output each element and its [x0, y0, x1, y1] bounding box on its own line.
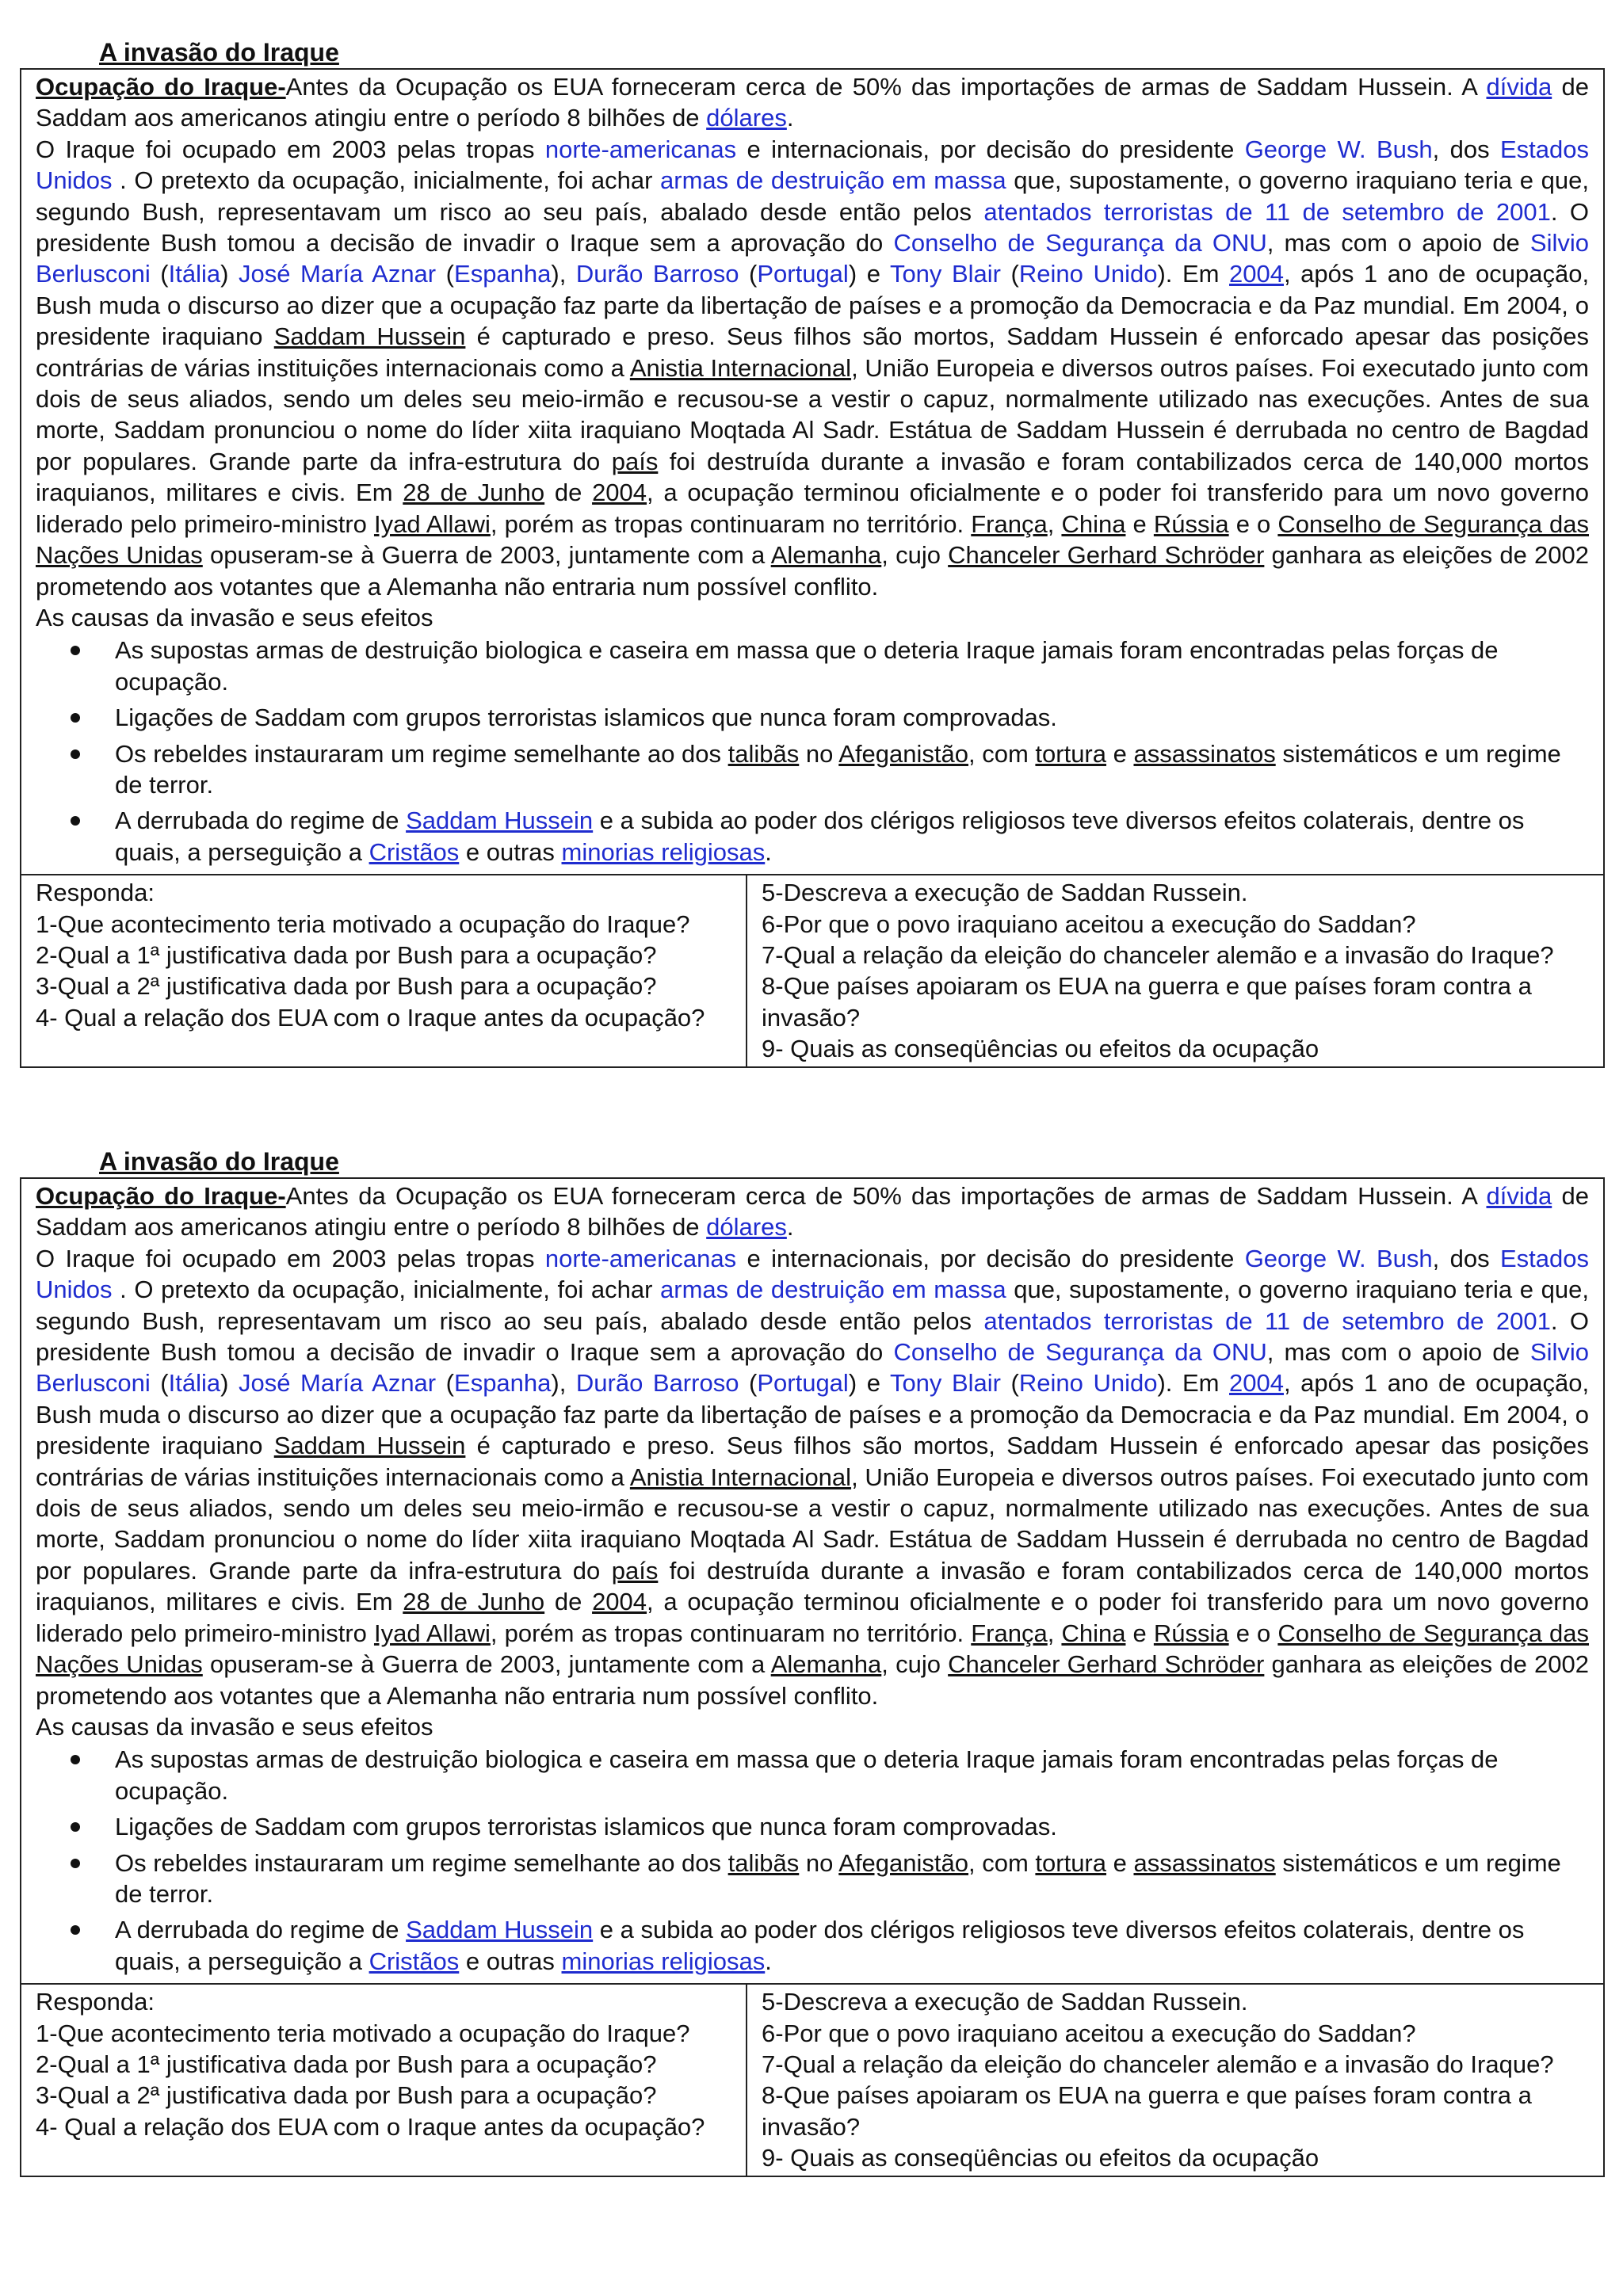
intro-heading: Ocupação do Iraque- [36, 1182, 286, 1210]
link-durao-barroso[interactable]: Durão Barroso [575, 1369, 739, 1398]
link-aznar[interactable]: José María Aznar [239, 1369, 437, 1398]
link-norte-americanas[interactable]: norte-americanas [544, 135, 737, 163]
link-portugal[interactable]: Portugal [757, 260, 849, 288]
saddam-hussein-underlined: Saddam Hussein [273, 1432, 466, 1460]
link-atentados-11-setembro[interactable]: atentados terroristas de 11 de setembro de 2001 [983, 197, 1551, 226]
intro-paragraph: Ocupação do Iraque-Antes da Ocupação os EUA forneceram cerca de 50% das importações de armas de Saddam Hussein. A dívida de Saddam aos americanos atingiu entre o período 8 bilhões de dólares. [36, 1182, 1589, 1241]
chanceler-schroder: Chanceler Gerhard Schröder [948, 541, 1265, 570]
tortura: tortura [1035, 739, 1107, 768]
question-item: 1-Que acontecimento teria motivado a ocupação do Iraque? [36, 2019, 690, 2047]
link-george-bush[interactable]: George W. Bush [1244, 1244, 1433, 1272]
link-armas-destruicao[interactable]: armas de destruição em massa [660, 1276, 1006, 1304]
link-divida[interactable]: dívida [1486, 1182, 1552, 1210]
question-item: 8-Que países apoiaram os EUA na guerra e que países foram contra a invasão? [762, 972, 1532, 1032]
link-aznar[interactable]: José María Aznar [239, 260, 437, 288]
question-item: 3-Qual a 2ª justificativa dada por Bush para a ocupação? [36, 972, 657, 1001]
reading-box [20, 1177, 1605, 1985]
intro-heading: Ocupação do Iraque- [36, 73, 286, 101]
worksheet-2 [20, 1146, 1605, 2177]
link-conselho-onu[interactable]: Conselho de Segurança da ONU [893, 1338, 1267, 1367]
reading-box [20, 68, 1605, 875]
iyad-allawi: Iyad Allawi [373, 1619, 491, 1647]
causes-heading: As causas da invasão e seus efeitos [36, 1712, 433, 1741]
link-cristaos[interactable]: Cristãos [369, 1947, 460, 1975]
saddam-hussein-underlined: Saddam Hussein [273, 322, 466, 351]
link-tony-blair[interactable]: Tony Blair [889, 1369, 1001, 1398]
iyad-allawi: Iyad Allawi [373, 509, 491, 538]
list-item: As supostas armas de destruição biologica e caseira em massa que o deteria Iraque jamais foram encontradas pelas forças de ocupação. [115, 635, 1589, 697]
causes-heading: As causas da invasão e seus efeitos [36, 603, 433, 631]
anistia-internacional: Anistia Internacional [629, 1463, 852, 1491]
link-italia[interactable]: Itália [168, 260, 221, 288]
anistia-internacional: Anistia Internacional [629, 353, 852, 382]
question-item: Responda: [36, 1988, 155, 2016]
question-item: 6-Por que o povo iraquiano aceitou a execução do Saddan? [762, 2019, 1416, 2047]
date-28-junho: 28 de Junho [403, 479, 545, 507]
question-item: 3-Qual a 2ª justificativa dada por Bush para a ocupação? [36, 2081, 657, 2110]
list-item: Ligações de Saddam com grupos terroristas islamicos que nunca foram comprovadas. [115, 1811, 1589, 1842]
questions-right-column [746, 875, 1603, 1066]
talibas: talibãs [727, 1848, 800, 1877]
link-2004[interactable]: 2004 [1229, 260, 1284, 288]
list-item: Os rebeldes instauraram um regime semelhante ao dos talibãs no Afeganistão, com tortura e assassinatos sistemáticos e um regime de terror. [115, 738, 1589, 801]
list-item: As supostas armas de destruição biologica e caseira em massa que o deteria Iraque jamais foram encontradas pelas forças de ocupação. [115, 1744, 1589, 1806]
link-berlusconi[interactable]: Silvio Berlusconi [36, 1338, 1589, 1398]
link-reino-unido[interactable]: Reino Unido [1018, 1369, 1158, 1398]
question-item: 5-Descreva a execução de Saddan Russein. [762, 1988, 1248, 2016]
link-norte-americanas[interactable]: norte-americanas [544, 1244, 737, 1272]
link-italia[interactable]: Itália [168, 1369, 221, 1398]
question-item: 2-Qual a 1ª justificativa dada por Bush para a ocupação? [36, 940, 657, 969]
date-28-junho: 28 de Junho [403, 1588, 545, 1616]
alemanha: Alemanha [770, 541, 882, 570]
pais-underlined: país [611, 1556, 659, 1585]
question-item: 7-Qual a relação da eleição do chanceler alemão e a invasão do Iraque? [762, 2050, 1554, 2078]
assassinatos: assassinatos [1133, 1848, 1276, 1877]
link-george-bush[interactable]: George W. Bush [1244, 135, 1433, 163]
conselho-nacoes-unidas: Conselho de Segurança das Nações Unidas [36, 509, 1589, 570]
link-2004[interactable]: 2004 [1229, 1369, 1284, 1398]
year-2004: 2004 [592, 1588, 647, 1616]
link-conselho-onu[interactable]: Conselho de Segurança da ONU [893, 229, 1267, 257]
franca: França [971, 1619, 1048, 1647]
link-estados-unidos[interactable]: Estados Unidos [36, 135, 1589, 195]
worksheet-title: A invasão do Iraque [99, 38, 339, 67]
worksheet-title: A invasão do Iraque [99, 1147, 339, 1176]
intro-paragraph: Ocupação do Iraque-Antes da Ocupação os EUA forneceram cerca de 50% das importações de armas de Saddam Hussein. A dívida de Saddam aos americanos atingiu entre o período 8 bilhões de dólares. [36, 73, 1589, 132]
question-item: 5-Descreva a execução de Saddan Russein. [762, 879, 1248, 907]
russia: Rússia [1153, 1619, 1229, 1647]
link-atentados-11-setembro[interactable]: atentados terroristas de 11 de setembro de 2001 [983, 1306, 1551, 1335]
causes-list [36, 1744, 1589, 1977]
link-saddam-hussein[interactable]: Saddam Hussein [406, 1916, 594, 1944]
link-armas-destruicao[interactable]: armas de destruição em massa [660, 166, 1006, 195]
question-item: 8-Que países apoiaram os EUA na guerra e que países foram contra a invasão? [762, 2081, 1532, 2141]
china: China [1061, 1619, 1126, 1647]
china: China [1061, 509, 1126, 538]
questions-table [20, 875, 1605, 1067]
talibas: talibãs [727, 739, 800, 768]
assassinatos: assassinatos [1133, 739, 1276, 768]
link-portugal[interactable]: Portugal [757, 1369, 849, 1398]
link-saddam-hussein[interactable]: Saddam Hussein [406, 807, 594, 835]
pais-underlined: país [611, 447, 659, 475]
link-espanha[interactable]: Espanha [454, 1369, 552, 1398]
questions-table [20, 1985, 1605, 2176]
questions-left-column [21, 1985, 746, 2175]
list-item: A derrubada do regime de Saddam Hussein e a subida ao poder dos clérigos religiosos teve diversos efeitos colaterais, dentre os quais, a perseguição a Cristãos e outras minorias religiosas. [115, 805, 1589, 868]
link-minorias-religiosas[interactable]: minorias religiosas [561, 1947, 766, 1975]
franca: França [971, 509, 1048, 538]
causes-list [36, 635, 1589, 868]
link-cristaos[interactable]: Cristãos [369, 837, 460, 866]
list-item: A derrubada do regime de Saddam Hussein e a subida ao poder dos clérigos religiosos teve diversos efeitos colaterais, dentre os quais, a perseguição a Cristãos e outras minorias religiosas. [115, 1914, 1589, 1977]
link-dolares[interactable]: dólares [706, 1213, 787, 1241]
russia: Rússia [1153, 509, 1229, 538]
question-item: 7-Qual a relação da eleição do chanceler alemão e a invasão do Iraque? [762, 940, 1554, 969]
link-estados-unidos[interactable]: Estados Unidos [36, 1244, 1589, 1304]
questions-right-column [746, 1985, 1603, 2175]
alemanha: Alemanha [770, 1650, 882, 1679]
list-item: Ligações de Saddam com grupos terroristas islamicos que nunca foram comprovadas. [115, 702, 1589, 733]
link-minorias-religiosas[interactable]: minorias religiosas [561, 837, 766, 866]
question-item: 1-Que acontecimento teria motivado a ocupação do Iraque? [36, 910, 690, 938]
link-berlusconi[interactable]: Silvio Berlusconi [36, 229, 1589, 288]
question-item: 4- Qual a relação dos EUA com o Iraque antes da ocupação? [36, 1003, 705, 1032]
link-tony-blair[interactable]: Tony Blair [889, 260, 1001, 288]
history-paragraph: O Iraque foi ocupado em 2003 pelas tropas norte-americanas e internacionais, por decisão do presidente George W. Bush, dos Estados Unidos . O pretexto da ocupação, inicialmente, foi achar armas de destruição em massa que, supostamente, o governo iraquiano teria e que, segundo Bush, representavam um risco ao seu país, abalado desde então pelos atentados terroristas de 11 de setembro de 2001. O presidente Bush tomou a decisão de invadir o Iraque sem a aprovação do Conselho de Segurança da ONU, mas com o apoio de Silvio Berlusconi (Itália) José María Aznar (Espanha), Durão Barroso (Portugal) e Tony Blair (Reino Unido). Em 2004, após 1 ano de ocupação, Bush muda o discurso ao dizer que a ocupação faz parte da libertação de países e a promoção da Democracia e da Paz mundial. Em 2004, o presidente iraquiano Saddam Hussein é capturado e preso. Seus filhos são mortos, Saddam Hussein é enforcado apesar das posições contrárias de várias instituições internacionais como a Anistia Internacional, União Europeia e diversos outros países. Foi executado junto com dois de seus aliados, sendo um deles seu meio-irmão e recusou-se a vestir o capuz, normalmente utilizado nas execuções. Antes de sua morte, Saddam pronunciou o nome do líder xiita iraquiano Moqtada Al Sadr. Estátua de Saddam Hussein é derrubada no centro de Bagdad por populares. Grande parte da infra-estrutura do país foi destruída durante a invasão e foram contabilizados cerca de 140,000 mortos iraquianos, militares e civis. Em 28 de Junho de 2004, a ocupação terminou oficialmente e o poder foi transferido para um novo governo liderado pelo primeiro-ministro Iyad Allawi, porém as tropas continuaram no território. França, China e Rússia e o Conselho de Segurança das Nações Unidas opuseram-se à Guerra de 2003, juntamente com a Alemanha, cujo Chanceler Gerhard Schröder ganhara as eleições de 2002 prometendo aos votantes que a Alemanha não entraria num possível conflito. [36, 1244, 1590, 1710]
link-dolares[interactable]: dólares [706, 104, 787, 132]
question-item: Responda: [36, 879, 155, 907]
chanceler-schroder: Chanceler Gerhard Schröder [948, 1650, 1265, 1679]
afeganistao: Afeganistão [838, 739, 968, 768]
conselho-nacoes-unidas: Conselho de Segurança das Nações Unidas [36, 1619, 1589, 1679]
question-item: 2-Qual a 1ª justificativa dada por Bush para a ocupação? [36, 2050, 657, 2078]
afeganistao: Afeganistão [838, 1848, 968, 1877]
year-2004: 2004 [592, 479, 647, 507]
questions-left-column [21, 875, 746, 1066]
link-durao-barroso[interactable]: Durão Barroso [575, 260, 739, 288]
history-paragraph: O Iraque foi ocupado em 2003 pelas tropas norte-americanas e internacionais, por decisão do presidente George W. Bush, dos Estados Unidos . O pretexto da ocupação, inicialmente, foi achar armas de destruição em massa que, supostamente, o governo iraquiano teria e que, segundo Bush, representavam um risco ao seu país, abalado desde então pelos atentados terroristas de 11 de setembro de 2001. O presidente Bush tomou a decisão de invadir o Iraque sem a aprovação do Conselho de Segurança da ONU, mas com o apoio de Silvio Berlusconi (Itália) José María Aznar (Espanha), Durão Barroso (Portugal) e Tony Blair (Reino Unido). Em 2004, após 1 ano de ocupação, Bush muda o discurso ao dizer que a ocupação faz parte da libertação de países e a promoção da Democracia e da Paz mundial. Em 2004, o presidente iraquiano Saddam Hussein é capturado e preso. Seus filhos são mortos, Saddam Hussein é enforcado apesar das posições contrárias de várias instituições internacionais como a Anistia Internacional, União Europeia e diversos outros países. Foi executado junto com dois de seus aliados, sendo um deles seu meio-irmão e recusou-se a vestir o capuz, normalmente utilizado nas execuções. Antes de sua morte, Saddam pronunciou o nome do líder xiita iraquiano Moqtada Al Sadr. Estátua de Saddam Hussein é derrubada no centro de Bagdad por populares. Grande parte da infra-estrutura do país foi destruída durante a invasão e foram contabilizados cerca de 140,000 mortos iraquianos, militares e civis. Em 28 de Junho de 2004, a ocupação terminou oficialmente e o poder foi transferido para um novo governo liderado pelo primeiro-ministro Iyad Allawi, porém as tropas continuaram no território. França, China e Rússia e o Conselho de Segurança das Nações Unidas opuseram-se à Guerra de 2003, juntamente com a Alemanha, cujo Chanceler Gerhard Schröder ganhara as eleições de 2002 prometendo aos votantes que a Alemanha não entraria num possível conflito. [36, 135, 1590, 601]
tortura: tortura [1035, 1848, 1107, 1877]
link-divida[interactable]: dívida [1486, 73, 1552, 101]
link-reino-unido[interactable]: Reino Unido [1018, 260, 1158, 288]
question-item: 9- Quais as conseqüências ou efeitos da ocupação [762, 1035, 1319, 1063]
worksheet-1 [20, 36, 1605, 1068]
question-item: 9- Quais as conseqüências ou efeitos da ocupação [762, 2144, 1319, 2172]
question-item: 4- Qual a relação dos EUA com o Iraque antes da ocupação? [36, 2112, 705, 2141]
link-espanha[interactable]: Espanha [454, 260, 552, 288]
question-item: 6-Por que o povo iraquiano aceitou a execução do Saddan? [762, 910, 1416, 938]
list-item: Os rebeldes instauraram um regime semelhante ao dos talibãs no Afeganistão, com tortura e assassinatos sistemáticos e um regime de terror. [115, 1848, 1589, 1910]
